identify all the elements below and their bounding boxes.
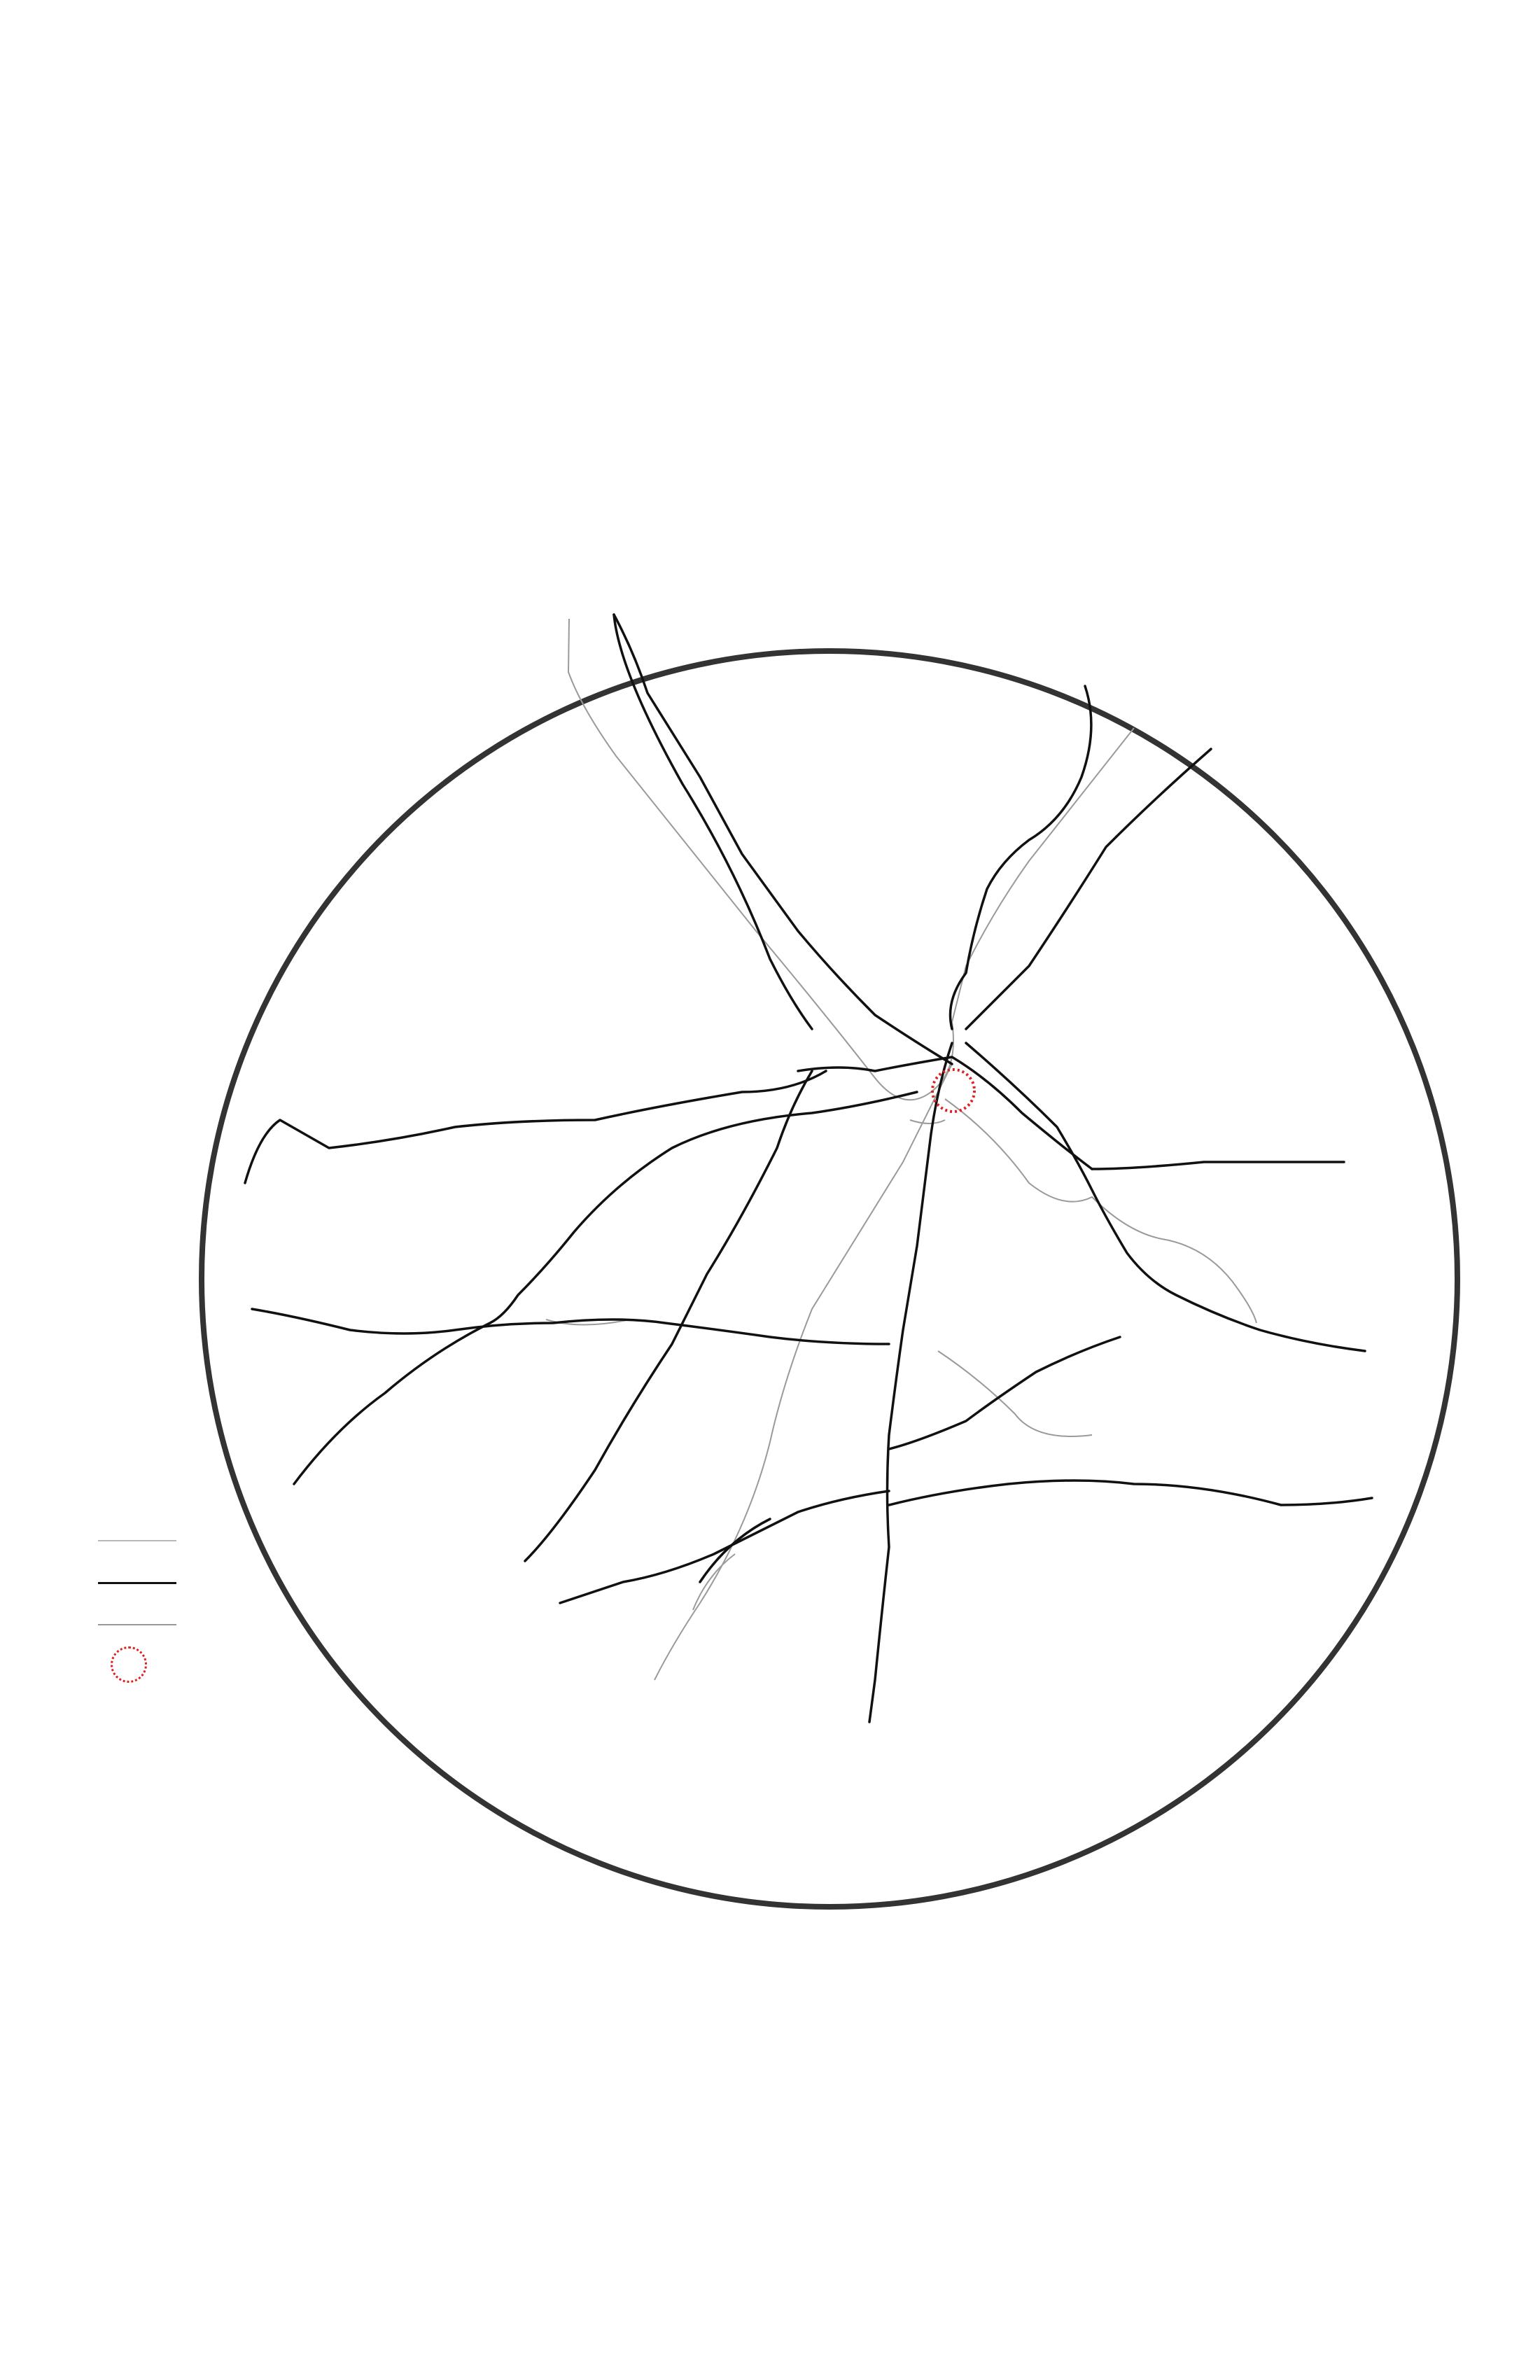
road (560, 1491, 889, 1603)
secondary-road (945, 1099, 1256, 1323)
road (889, 1337, 1120, 1449)
road (966, 1043, 1365, 1351)
road (294, 1092, 917, 1484)
road (798, 1057, 1092, 1169)
secondary-road (910, 1120, 945, 1124)
railroad-line (654, 1064, 952, 1680)
road (951, 686, 1091, 1029)
secondary-road-swatch (98, 1624, 176, 1625)
road (1092, 1162, 1344, 1169)
road (525, 1071, 812, 1561)
road (245, 1071, 826, 1183)
road (252, 1309, 889, 1344)
railroad-line-swatch (98, 1540, 176, 1541)
dotted-circle-icon (111, 1646, 147, 1683)
map-boundary-circle (202, 651, 1457, 1907)
road (869, 1043, 952, 1722)
road (966, 749, 1211, 1029)
road (889, 1480, 1372, 1505)
road (700, 1519, 770, 1582)
road-line-swatch (98, 1582, 176, 1584)
road (614, 615, 952, 1064)
